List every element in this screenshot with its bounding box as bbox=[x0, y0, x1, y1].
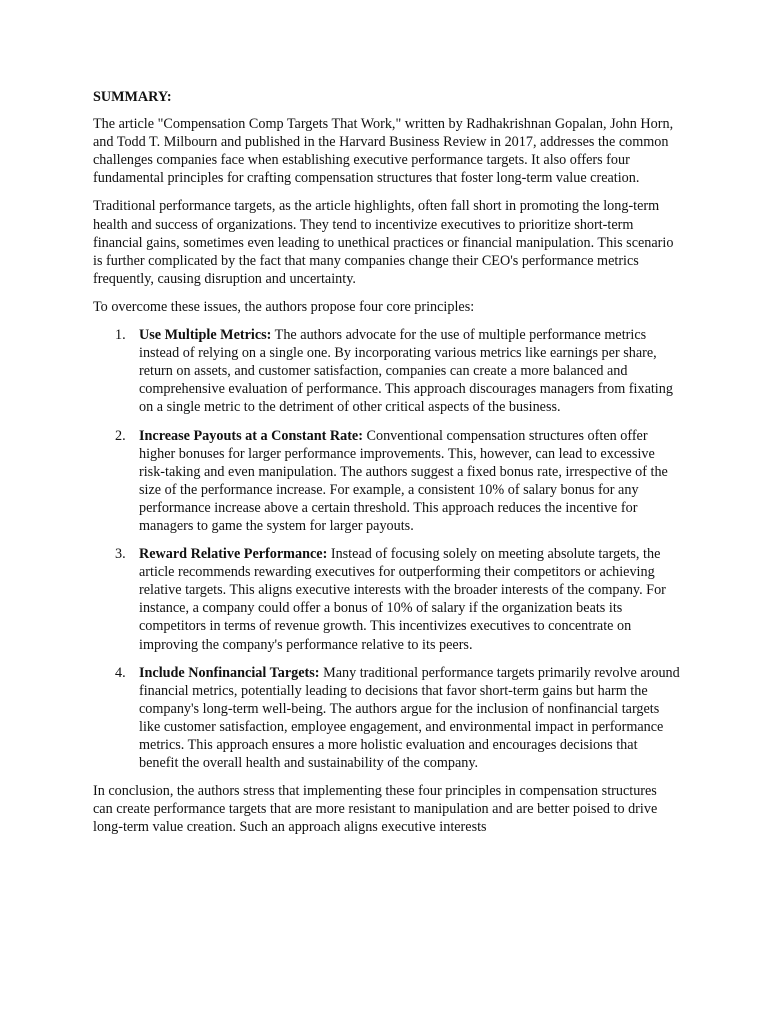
principle-number: 2. bbox=[115, 427, 126, 444]
principle-item bbox=[93, 326, 680, 416]
principle-item bbox=[93, 664, 680, 773]
principles-list bbox=[93, 326, 680, 772]
intro-paragraph-1: The article "Compensation Comp Targets That Work," written by Radhakrishnan Gopalan, John Horn, and Todd T. Milbourn and published in the Harvard Business Review in 2017, addresses the common challenges companies face when establishing executive performance targets. It also offers four fundamental principles for crafting compensation structures that foster long-term value creation. bbox=[93, 116, 674, 187]
principle-item bbox=[93, 545, 680, 654]
principle-number: 1. bbox=[115, 327, 126, 344]
summary-heading: SUMMARY: bbox=[93, 89, 172, 105]
principle-text: Conventional compensation structures often offer higher bonuses for larger performance improvements. This, however, can lead to excessive risk-taking and even manipulation. The authors suggest a fixed bonus rate, irrespective of the size of the performance increase. For example, a consistent 10% of salary bonus for any performance increase above a certain threshold. This approach reduces the incentive for managers to game the system for larger payouts. bbox=[139, 427, 668, 534]
conclusion-paragraph: In conclusion, the authors stress that implementing these four principles in compensation structures can create performance targets that are more resistant to manipulation and are better poised to drive long-term value creation. Such an approach aligns executive interests bbox=[93, 783, 658, 836]
principle-title: Use Multiple Metrics: bbox=[139, 327, 272, 344]
principle-title: Increase Payouts at a Constant Rate: bbox=[139, 427, 363, 444]
principle-text: Many traditional performance targets primarily revolve around financial metrics, potentially leading to decisions that favor short-term gains but harm the company's long-term well-being. The authors argue for the inclusion of nonfinancial targets like customer satisfaction, employee engagement, and environmental impact in performance metrics. This approach ensures a more holistic evaluation and encourages decisions that benefit the overall health and sustainability of the company. bbox=[139, 664, 680, 772]
principle-title: Include Nonfinancial Targets: bbox=[139, 664, 320, 681]
principle-number: 3. bbox=[115, 546, 126, 563]
principle-text: The authors advocate for the use of multiple performance metrics instead of relying on a single one. By incorporating various metrics like earnings per share, return on assets, and customer satisfaction, companies can create a more balanced and comprehensive evaluation of performance. This approach discourages managers from fixating on a single metric to the detriment of other critical aspects of the business. bbox=[139, 327, 673, 416]
principle-number: 4. bbox=[115, 664, 126, 681]
principle-title: Reward Relative Performance: bbox=[139, 546, 328, 563]
principle-item bbox=[93, 427, 680, 536]
intro-paragraph-2: Traditional performance targets, as the article highlights, often fall short in promoting the long-term health and success of organizations. They tend to incentivize executives to prioritize short-term financial gains, sometimes even leading to unethical practices or financial manipulation. This scenario is further complicated by the fact that many companies change their CEO's performance metrics frequently, causing disruption and uncertainty. bbox=[93, 198, 674, 287]
intro-paragraph-3: To overcome these issues, the authors propose four core principles: bbox=[93, 298, 475, 315]
principle-text: Instead of focusing solely on meeting absolute targets, the article recommends rewarding executives for outperforming their competitors or achieving relative targets. This aligns executive interests with the broader interests of the company. For instance, a company could offer a bonus of 10% of salary if the organization beats its competitors in terms of revenue growth. This incentivizes executives to concentrate on improving the company's performance relative to its peers. bbox=[139, 546, 666, 653]
